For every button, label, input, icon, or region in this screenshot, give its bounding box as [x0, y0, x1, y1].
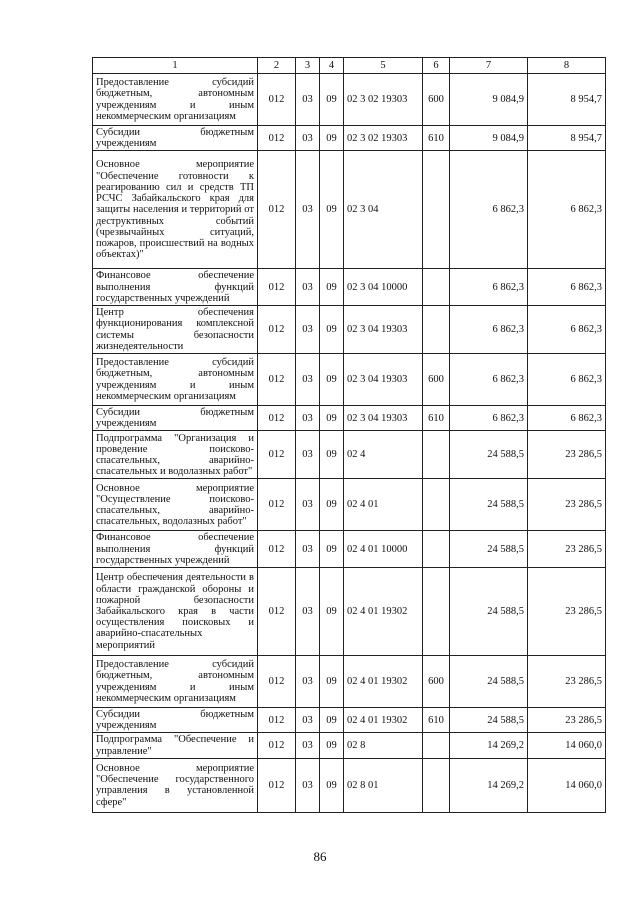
code-cell: 012: [258, 758, 296, 812]
section-cell: 03: [296, 531, 320, 568]
row-name-cell: Предоставление субсидий бюджетным, автономным учреждениям и иным некоммерческим организациям: [93, 656, 258, 708]
target-article-cell: 02 8 01: [344, 758, 423, 812]
section-cell: 03: [296, 74, 320, 126]
table-row: [93, 531, 606, 568]
table-row: [93, 656, 606, 708]
column-header: 3: [296, 58, 320, 74]
section-cell: 03: [296, 126, 320, 151]
row-name-cell: Предоставление субсидий бюджетным, автономным учреждениям и иным некоммерческим организациям: [93, 354, 258, 406]
subsection-cell: 09: [320, 708, 344, 733]
section-cell: 03: [296, 656, 320, 708]
section-cell: 03: [296, 708, 320, 733]
target-article-cell: 02 4: [344, 431, 423, 479]
page-number: 86: [313, 849, 327, 864]
amount-col7-cell: 14 269,2: [450, 733, 528, 758]
column-header: 2: [258, 58, 296, 74]
table-row: [93, 269, 606, 306]
section-cell: 03: [296, 479, 320, 531]
amount-col7-cell: 24 588,5: [450, 479, 528, 531]
column-header: 1: [93, 58, 258, 74]
subsection-cell: 09: [320, 656, 344, 708]
row-name-cell: Центр обеспечения деятельности в области гражданской обороны и пожарной безопасности Забайкальского края в части осуществления поисковых и аварийно-спасательных мероприятий: [93, 568, 258, 656]
target-article-cell: 02 3 02 19303: [344, 126, 423, 151]
amount-col8-cell: 23 286,5: [528, 708, 606, 733]
table-row: [93, 354, 606, 406]
section-cell: 03: [296, 354, 320, 406]
code-cell: 012: [258, 126, 296, 151]
amount-col8-cell: 23 286,5: [528, 656, 606, 708]
column-header: 6: [423, 58, 450, 74]
amount-col8-cell: 23 286,5: [528, 479, 606, 531]
amount-col7-cell: 24 588,5: [450, 431, 528, 479]
amount-col8-cell: 14 060,0: [528, 733, 606, 758]
subsection-cell: 09: [320, 74, 344, 126]
subsection-cell: 09: [320, 126, 344, 151]
budget-table: [92, 57, 606, 813]
table-row: [93, 74, 606, 126]
amount-col8-cell: 23 286,5: [528, 431, 606, 479]
section-cell: 03: [296, 758, 320, 812]
row-name-cell: Подпрограмма "Обеспечение и управление": [93, 733, 258, 758]
table-row: [93, 431, 606, 479]
section-cell: 03: [296, 269, 320, 306]
expense-type-cell: [423, 733, 450, 758]
amount-col8-cell: 8 954,7: [528, 126, 606, 151]
amount-col8-cell: 6 862,3: [528, 151, 606, 269]
amount-col8-cell: 8 954,7: [528, 74, 606, 126]
amount-col7-cell: 6 862,3: [450, 354, 528, 406]
amount-col7-cell: 24 588,5: [450, 531, 528, 568]
column-header: 7: [450, 58, 528, 74]
table-row: [93, 733, 606, 758]
amount-col7-cell: 9 084,9: [450, 74, 528, 126]
target-article-cell: 02 8: [344, 733, 423, 758]
amount-col7-cell: 24 588,5: [450, 656, 528, 708]
expense-type-cell: 600: [423, 656, 450, 708]
amount-col7-cell: 6 862,3: [450, 269, 528, 306]
row-name-cell: Субсидии бюджетным учреждениям: [93, 406, 258, 431]
target-article-cell: 02 3 04 19303: [344, 306, 423, 354]
column-header: 5: [344, 58, 423, 74]
expense-type-cell: 610: [423, 406, 450, 431]
table-row: [93, 126, 606, 151]
row-name-cell: Основное мероприятие "Обеспечение готовности к реагированию сил и средств ТП РСЧС Забайкальского края для защиты населения и территорий от деструктивных событий (чрезвычайных ситуаций, пожаров, происшествий на водных объектах)": [93, 151, 258, 269]
row-name-cell: Финансовое обеспечение выполнения функций государственных учреждений: [93, 269, 258, 306]
expense-type-cell: 610: [423, 126, 450, 151]
section-cell: 03: [296, 151, 320, 269]
subsection-cell: 09: [320, 151, 344, 269]
column-header: 4: [320, 58, 344, 74]
subsection-cell: 09: [320, 269, 344, 306]
code-cell: 012: [258, 708, 296, 733]
code-cell: 012: [258, 479, 296, 531]
code-cell: 012: [258, 151, 296, 269]
target-article-cell: 02 3 04 19303: [344, 354, 423, 406]
target-article-cell: 02 3 02 19303: [344, 74, 423, 126]
subsection-cell: 09: [320, 479, 344, 531]
row-name-cell: Основное мероприятие "Обеспечение государственного управления в установленной сфере": [93, 758, 258, 812]
table-row: [93, 306, 606, 354]
subsection-cell: 09: [320, 733, 344, 758]
subsection-cell: 09: [320, 568, 344, 656]
code-cell: 012: [258, 656, 296, 708]
amount-col7-cell: 24 588,5: [450, 568, 528, 656]
subsection-cell: 09: [320, 406, 344, 431]
section-cell: 03: [296, 568, 320, 656]
code-cell: 012: [258, 269, 296, 306]
expense-type-cell: [423, 151, 450, 269]
subsection-cell: 09: [320, 354, 344, 406]
amount-col8-cell: 23 286,5: [528, 531, 606, 568]
row-name-cell: Основное мероприятие "Осуществление поисково-спасательных, аварийно-спасательных, водолазных работ": [93, 479, 258, 531]
code-cell: 012: [258, 354, 296, 406]
section-cell: 03: [296, 431, 320, 479]
code-cell: 012: [258, 531, 296, 568]
subsection-cell: 09: [320, 431, 344, 479]
expense-type-cell: 610: [423, 708, 450, 733]
amount-col8-cell: 6 862,3: [528, 354, 606, 406]
table-row: [93, 758, 606, 812]
section-cell: 03: [296, 733, 320, 758]
table-row: [93, 151, 606, 269]
expense-type-cell: 600: [423, 74, 450, 126]
row-name-cell: Субсидии бюджетным учреждениям: [93, 708, 258, 733]
amount-col7-cell: 6 862,3: [450, 406, 528, 431]
row-name-cell: Финансовое обеспечение выполнения функций государственных учреждений: [93, 531, 258, 568]
code-cell: 012: [258, 74, 296, 126]
column-header: 8: [528, 58, 606, 74]
header-row: [93, 58, 606, 74]
expense-type-cell: [423, 479, 450, 531]
target-article-cell: 02 4 01 19302: [344, 568, 423, 656]
expense-type-cell: [423, 531, 450, 568]
target-article-cell: 02 3 04 10000: [344, 269, 423, 306]
expense-type-cell: [423, 431, 450, 479]
table-row: [93, 568, 606, 656]
row-name-cell: Субсидии бюджетным учреждениям: [93, 126, 258, 151]
row-name-cell: Центр обеспечения функционирования комплексной системы безопасности жизнедеятельности: [93, 306, 258, 354]
expense-type-cell: [423, 568, 450, 656]
amount-col7-cell: 6 862,3: [450, 306, 528, 354]
amount-col7-cell: 24 588,5: [450, 708, 528, 733]
code-cell: 012: [258, 306, 296, 354]
table-row: [93, 406, 606, 431]
table-row: [93, 708, 606, 733]
amount-col7-cell: 6 862,3: [450, 151, 528, 269]
subsection-cell: 09: [320, 758, 344, 812]
code-cell: 012: [258, 733, 296, 758]
amount-col8-cell: 14 060,0: [528, 758, 606, 812]
target-article-cell: 02 4 01 10000: [344, 531, 423, 568]
section-cell: 03: [296, 406, 320, 431]
expense-type-cell: [423, 269, 450, 306]
expense-type-cell: [423, 758, 450, 812]
target-article-cell: 02 4 01 19302: [344, 708, 423, 733]
code-cell: 012: [258, 406, 296, 431]
subsection-cell: 09: [320, 531, 344, 568]
table-row: [93, 479, 606, 531]
expense-type-cell: 600: [423, 354, 450, 406]
amount-col7-cell: 14 269,2: [450, 758, 528, 812]
target-article-cell: 02 3 04: [344, 151, 423, 269]
amount-col8-cell: 23 286,5: [528, 568, 606, 656]
expense-type-cell: [423, 306, 450, 354]
target-article-cell: 02 4 01 19302: [344, 656, 423, 708]
section-cell: 03: [296, 306, 320, 354]
row-name-cell: Подпрограмма "Организация и проведение поисково-спасательных, аварийно-спасательных и водолазных работ": [93, 431, 258, 479]
subsection-cell: 09: [320, 306, 344, 354]
target-article-cell: 02 4 01: [344, 479, 423, 531]
target-article-cell: 02 3 04 19303: [344, 406, 423, 431]
code-cell: 012: [258, 568, 296, 656]
amount-col8-cell: 6 862,3: [528, 306, 606, 354]
row-name-cell: Предоставление субсидий бюджетным, автономным учреждениям и иным некоммерческим организациям: [93, 74, 258, 126]
amount-col7-cell: 9 084,9: [450, 126, 528, 151]
code-cell: 012: [258, 431, 296, 479]
amount-col8-cell: 6 862,3: [528, 406, 606, 431]
amount-col8-cell: 6 862,3: [528, 269, 606, 306]
